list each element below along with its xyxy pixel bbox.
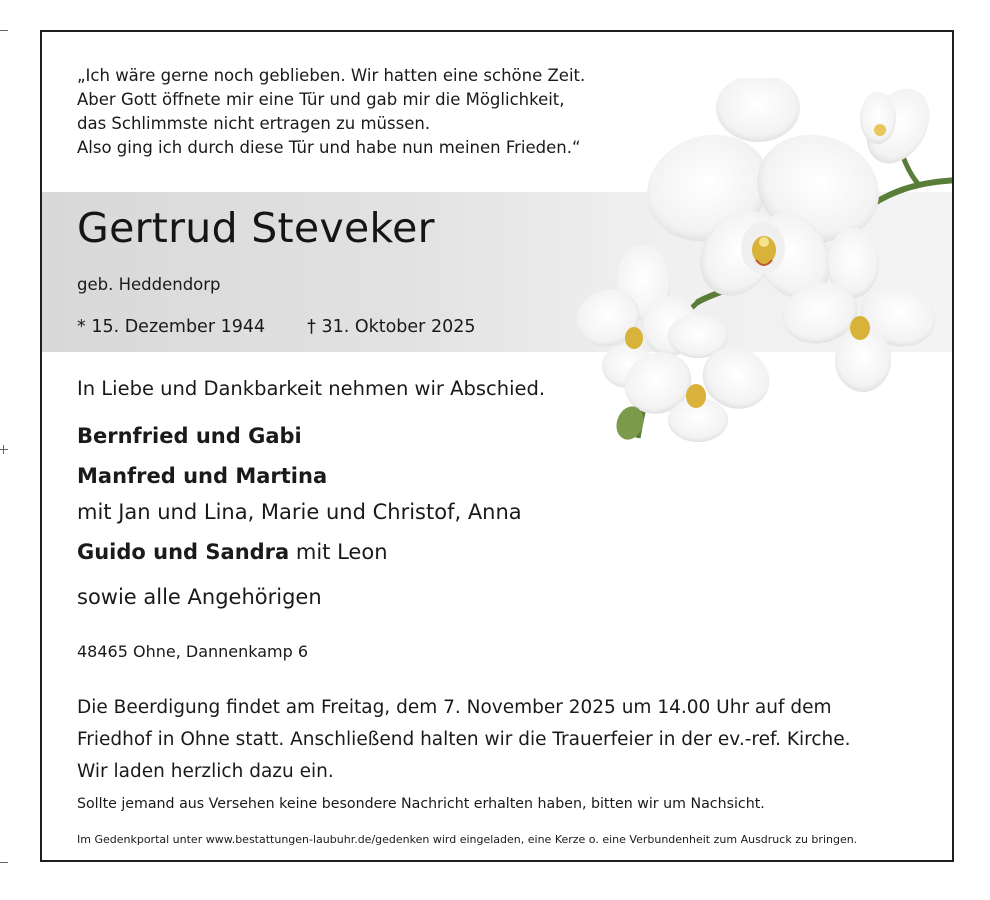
orchid-image [548,78,954,442]
birth-name: geb. Heddendorp [77,275,221,294]
quote-line: „Ich wäre gerne noch geblieben. Wir hatten eine schöne Zeit. [77,66,586,85]
relatives-line: sowie alle Angehörigen [77,585,322,609]
family-line-2: Manfred und Martina [77,464,328,488]
funeral-line: Die Beerdigung findet am Freitag, dem 7. November 2025 um 14.00 Uhr auf dem [77,697,832,718]
funeral-line: Wir laden herzlich dazu ein. [77,761,334,782]
family-line-3 [77,540,388,564]
family-line-3-rest: mit Leon [289,540,388,564]
memorial-portal-note: Im Gedenkportal unter www.bestattungen-laubuhr.de/gedenken wird eingeladen, eine Kerze o. eine Verbundenheit zum Ausdruck zu bringen. [77,833,858,846]
crop-mark-middle-left [0,449,8,450]
funeral-info [77,692,851,788]
obituary-notice [40,30,954,862]
farewell-text: In Liebe und Dankbarkeit nehmen wir Abschied. [77,377,546,400]
birth-date: * 15. Dezember 1944 [77,317,266,337]
family-line-2-children: mit Jan und Lina, Marie und Christof, Anna [77,500,522,524]
quote-line: Aber Gott öffnete mir eine Tür und gab mir die Möglichkeit, [77,90,565,109]
family-line-1: Bernfried und Gabi [77,424,302,448]
quote-block [77,64,585,160]
life-dates [77,317,475,337]
quote-line: Also ging ich durch diese Tür und habe nun meinen Frieden.“ [77,138,581,157]
family-line-3-names: Guido und Sandra [77,540,290,564]
crop-mark-top-left [0,30,8,31]
funeral-line: Friedhof in Ohne statt. Anschließend halten wir die Trauerfeier in der ev.-ref. Kirche. [77,729,851,750]
quote-line: das Schlimmste nicht ertragen zu müssen. [77,114,431,133]
death-date: † 31. Oktober 2025 [307,317,476,337]
deceased-name: Gertrud Steveker [77,204,435,252]
crop-mark-middle-left-tick [3,445,4,454]
crop-mark-bottom-left [0,862,8,863]
notification-notice: Sollte jemand aus Versehen keine besondere Nachricht erhalten haben, bitten wir um Nachsicht. [77,796,765,812]
mourner-address: 48465 Ohne, Dannenkamp 6 [77,642,309,661]
